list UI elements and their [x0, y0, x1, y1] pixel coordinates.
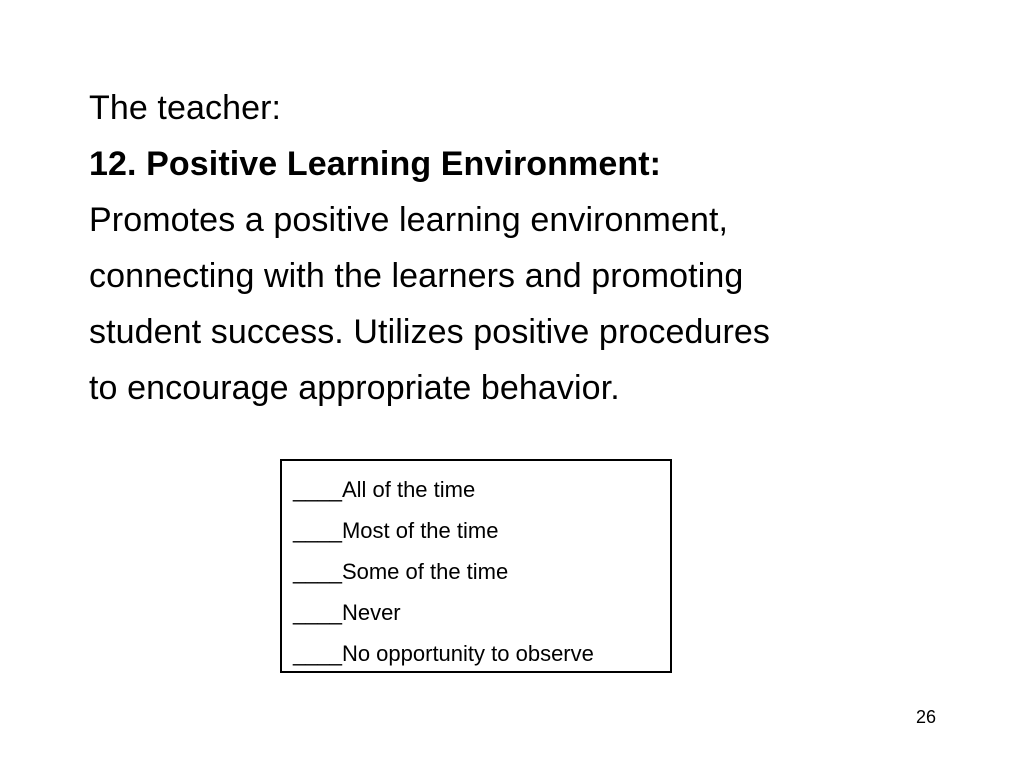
section-heading: 12. Positive Learning Environment: [89, 145, 662, 183]
description-line: connecting with the learners and promoting [89, 257, 744, 295]
description-line: Promotes a positive learning environment, [89, 201, 729, 239]
rating-option-some-of-the-time: ____Some of the time [293, 559, 509, 584]
description-line: to encourage appropriate behavior. [89, 369, 620, 407]
rating-option-never: ____Never [293, 600, 401, 625]
rating-option-all-of-the-time: ____All of the time [293, 477, 476, 502]
slide-text [89, 80, 949, 416]
description-line: student success. Utilizes positive procedures [89, 313, 771, 351]
rating-option-no-opportunity: ____No opportunity to observe [293, 641, 594, 666]
rating-options-box [280, 459, 672, 673]
rating-option-most-of-the-time: ____Most of the time [293, 518, 499, 543]
slide-number: 26 [915, 707, 936, 727]
intro-text: The teacher: [89, 89, 282, 127]
